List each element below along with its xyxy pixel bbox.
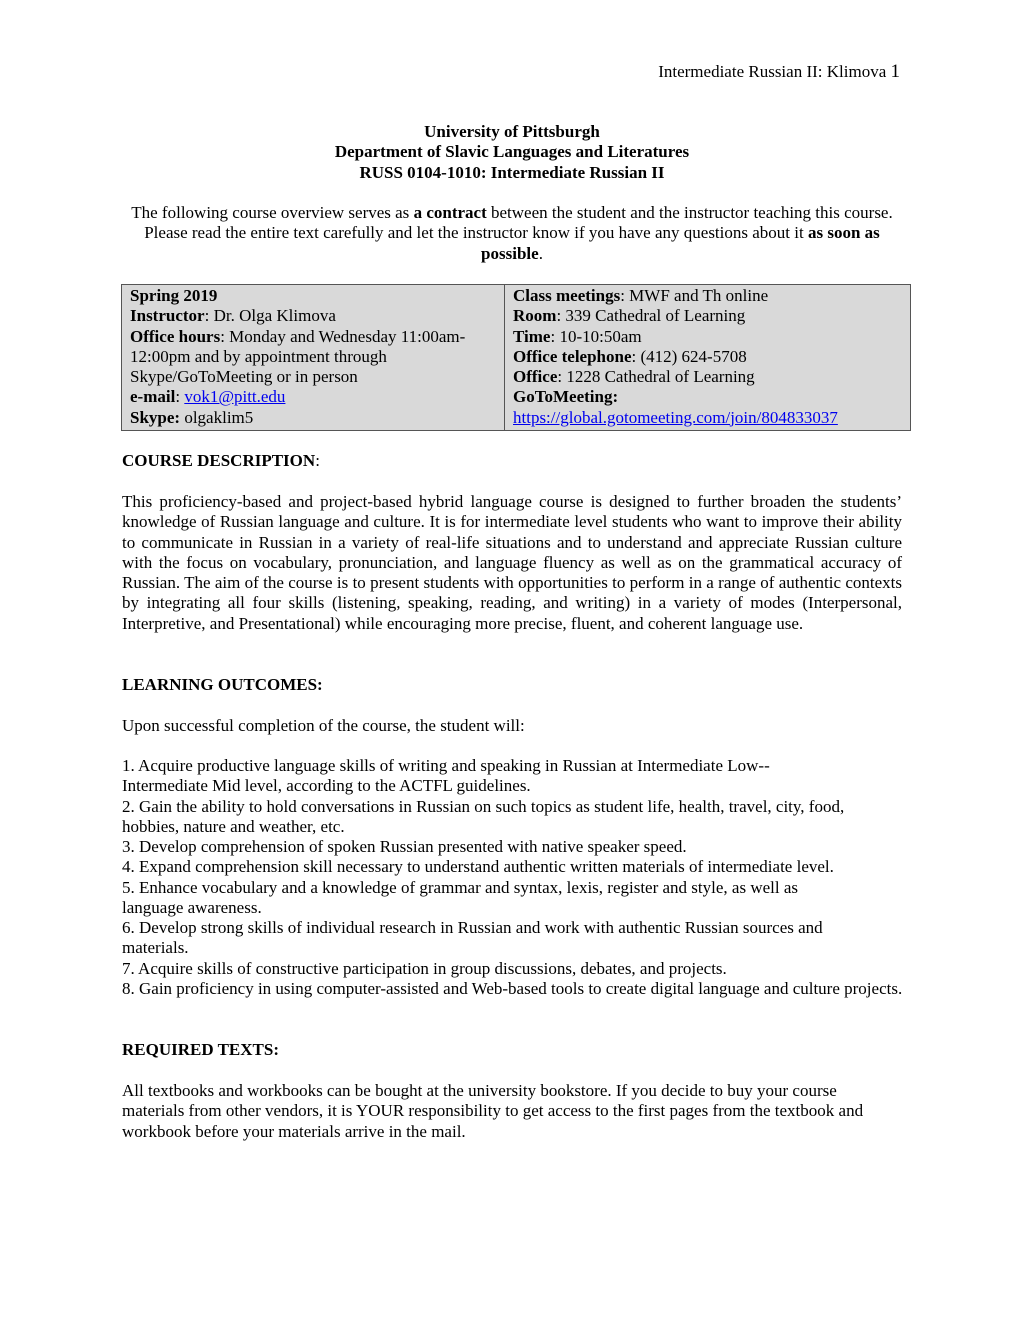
term: Spring 2019 [130, 286, 218, 305]
time: : 10-10:50am [550, 326, 642, 346]
course-info-table [121, 284, 911, 431]
list-item: 6. Develop strong skills of individual research in Russian and work with authentic Russian sources and materials. [122, 918, 823, 958]
heading-text: COURSE DESCRIPTION [122, 451, 316, 470]
label: Office hours [130, 326, 221, 346]
label: e-mail [130, 387, 176, 407]
label: Office [513, 367, 558, 386]
running-title: Intermediate Russian II: Klimova [658, 62, 887, 81]
gotomeeting-link[interactable]: https://global.gotomeeting.com/join/804833037 [513, 407, 838, 427]
running-header [658, 62, 900, 82]
course-description-text: This proficiency-based and project-based hybrid language course is designed to further broaden the students’ knowledge of Russian language and culture. It is for intermediate level students who want to improve their ability to communicate in Russian in a variety of real-life situations and to understand and appreciate Russian culture with the focus on vocabulary, pronunciation, and language fluency as well as on the grammatical accuracy of Russian. The aim of the course is to present students with opportunities to perform in a range of authentic contexts by integrating all four skills (listening, speaking, reading, and writing) in a variety of modes (Interpersonal, Interpretive, and Presentational) while encouraging more precise, fluent, and coherent language use. [122, 492, 902, 633]
intro-text: . [538, 243, 543, 263]
course-description-heading [122, 451, 902, 471]
room: : 339 Cathedral of Learning [556, 306, 746, 326]
office-hours: : Monday and Wednesday 11:00am-12:00pm and by appointment through Skype/GoToMeeting or in person [130, 326, 466, 386]
label: GoToMeeting: [513, 387, 619, 407]
intro-text: The following course overview serves as [131, 203, 414, 222]
required-texts-heading [122, 1040, 902, 1060]
class-meetings: : MWF and Th online [620, 286, 769, 305]
instructor: : Dr. Olga Klimova [204, 306, 336, 326]
department-name: Department of Slavic Languages and Literatures [334, 142, 690, 162]
label: Room [513, 306, 557, 326]
intro-bold: as soon as possible [481, 223, 880, 263]
intro-bold: a contract [413, 203, 487, 222]
required-texts-text: All textbooks and workbooks can be bought at the university bookstore. If you decide to buy your course materials from other vendors, it is YOUR responsibility to get access to the first pages from the textbook and workbook before your materials arrive in the mail. [122, 1081, 864, 1141]
office: : 1228 Cathedral of Learning [557, 367, 755, 386]
list-item: 7. Acquire skills of constructive participation in group discussions, debates, and projects. [122, 958, 727, 978]
outcomes-list [122, 756, 907, 999]
intro-text: between the student and the instructor teaching this course. Please read the entire text carefully and let the instructor know if you have any questions about it [144, 203, 893, 243]
list-item: 3. Develop comprehension of spoken Russian presented with native speaker speed. [122, 837, 687, 856]
label: Skype: [130, 407, 181, 427]
heading-text: REQUIRED TEXTS: [122, 1040, 279, 1059]
label: Instructor [130, 306, 205, 326]
heading-suffix: : [315, 451, 320, 470]
info-left-cell: Spring 2019 Instructor: Dr. Olga Klimova Office hours: Monday and Wednesday 11:00am-12:00pm and by appointment through Skype/GoToMeeting or in person e-mail: vok1@pitt.edu Skype: olgaklim5 [122, 285, 505, 431]
intro-paragraph [117, 203, 907, 264]
document-title [122, 122, 902, 183]
list-item: 2. Gain the ability to hold conversations in Russian on such topics as student life, health, travel, city, food, hobbies, nature and weather, etc. [122, 796, 845, 836]
list-item: 4. Expand comprehension skill necessary to understand authentic written materials of intermediate level. [122, 857, 834, 877]
heading-text: LEARNING OUTCOMES: [122, 675, 323, 694]
list-item: 5. Enhance vocabulary and a knowledge of grammar and syntax, lexis, register and style, as well as language awareness. [122, 877, 798, 917]
course-title: RUSS 0104-1010: Intermediate Russian II [359, 162, 665, 182]
outcomes-intro: Upon successful completion of the course, the student will: [122, 716, 525, 735]
info-right-cell [505, 285, 911, 431]
label: Time [513, 326, 551, 346]
label: Class meetings [513, 286, 621, 305]
label: Office telephone [513, 346, 632, 366]
university-name: University of Pittsburgh [424, 122, 600, 141]
skype: olgaklim5 [180, 407, 254, 427]
email-link[interactable]: vok1@pitt.edu [184, 387, 286, 407]
page-number: 1 [890, 61, 900, 82]
list-item: 1. Acquire productive language skills of writing and speaking in Russian at Intermediate Low--Intermediate Mid level, according to the ACTFL guidelines. [122, 756, 770, 796]
list-item: 8. Gain proficiency in using computer-assisted and Web-based tools to create digital language and culture projects. [122, 978, 903, 998]
learning-outcomes-heading [122, 675, 902, 695]
office-telephone: : (412) 624-5708 [631, 346, 747, 366]
